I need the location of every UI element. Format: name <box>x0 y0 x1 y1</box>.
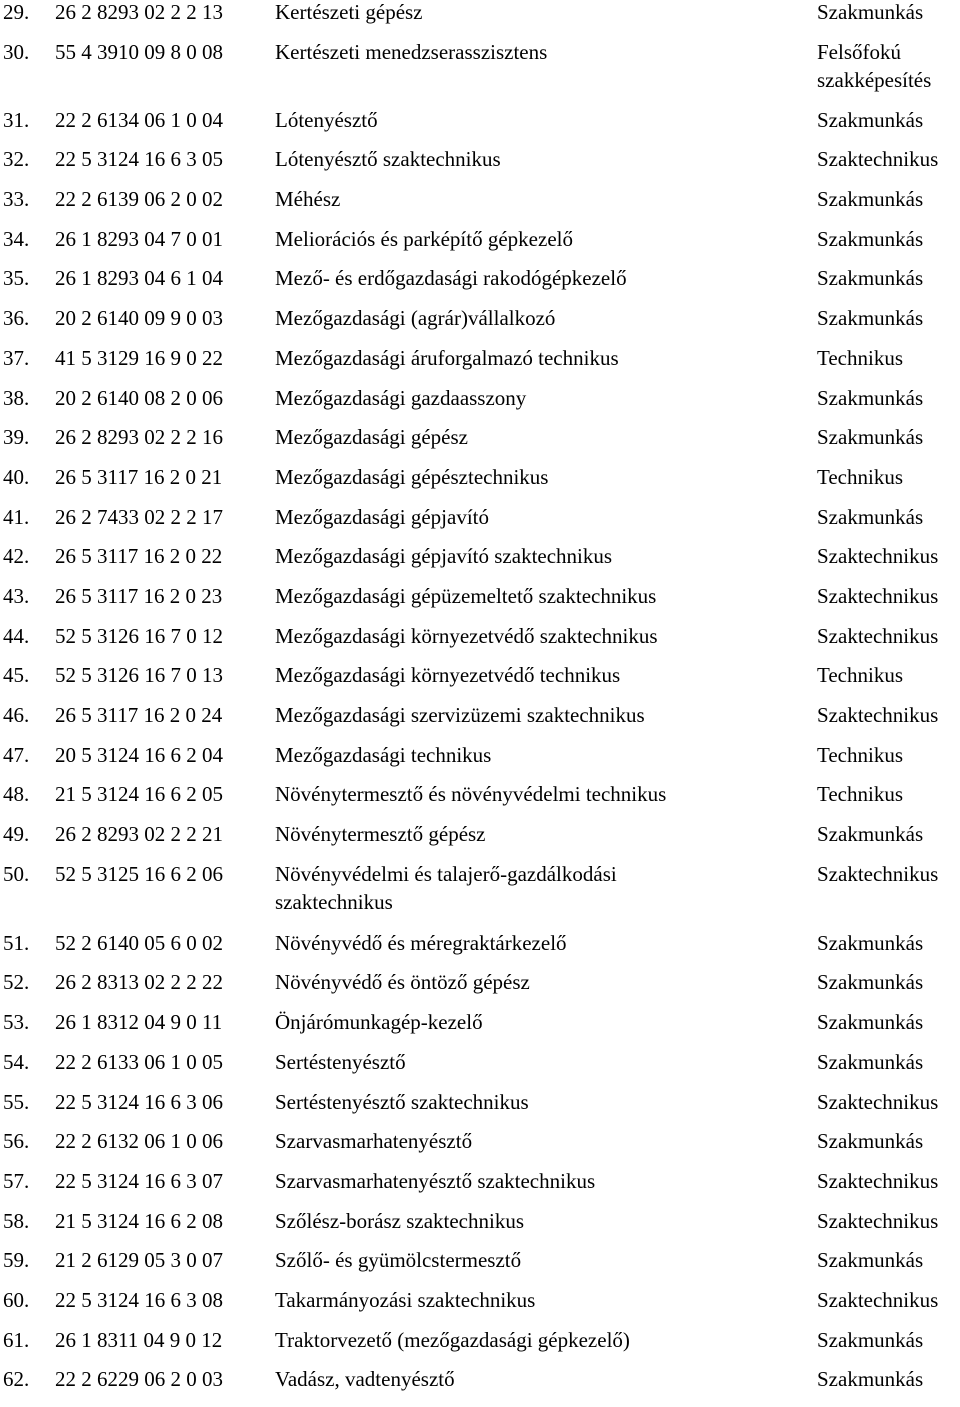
qualification-code: 26 2 8293 02 2 2 16 <box>55 425 223 450</box>
qualification-code: 26 1 8293 04 7 0 01 <box>55 226 223 251</box>
qualification-code: 52 5 3125 16 6 2 06 <box>55 861 223 886</box>
list-item <box>0 306 960 346</box>
qualification-level: Szaktechnikus <box>817 1168 939 1193</box>
qualification-name: Meliorációs és parképítő gépkezelő <box>275 226 573 251</box>
row-number: 37. <box>3 345 30 370</box>
list-item <box>0 584 960 624</box>
qualification-code: 22 5 3124 16 6 3 08 <box>55 1287 223 1312</box>
qualification-level: Szaktechnikus <box>817 147 939 172</box>
row-number: 59. <box>3 1248 30 1273</box>
qualification-code: 26 5 3117 16 2 0 24 <box>55 703 223 727</box>
list-item <box>0 108 960 148</box>
row-number: 33. <box>3 187 30 212</box>
list-item <box>0 970 960 1010</box>
qualification-name: Mezőgazdasági technikus <box>275 742 492 767</box>
qualification-name: Kertészeti menedzserasszisztens <box>275 39 548 64</box>
row-number: 40. <box>3 464 30 489</box>
qualification-level: Felsőfokú szakképesítés <box>817 39 932 92</box>
row-number: 50. <box>3 861 30 886</box>
qualification-code: 22 5 3124 16 6 3 07 <box>55 1168 223 1193</box>
qualification-level: Szakmunkás <box>817 226 924 251</box>
list-item <box>0 862 960 931</box>
qualification-name: Mezőgazdasági gazdaasszony <box>275 385 527 410</box>
list-item <box>0 386 960 426</box>
qualification-code: 26 2 8293 02 2 2 21 <box>55 822 223 847</box>
qualification-level: Szaktechnikus <box>817 703 939 727</box>
qualification-name: Lótenyésztő <box>275 107 378 132</box>
qualification-name: Mezőgazdasági gépésztechnikus <box>275 464 549 489</box>
qualification-level: Szaktechnikus <box>817 1287 939 1312</box>
qualification-code: 26 1 8312 04 9 0 11 <box>55 1010 223 1035</box>
qualification-name: Mező- és erdőgazdasági rakodógépkezelő <box>275 266 627 291</box>
list-item <box>0 465 960 505</box>
qualification-level: Szakmunkás <box>817 266 924 291</box>
row-number: 41. <box>3 504 30 529</box>
qualification-level: Szakmunkás <box>817 187 924 212</box>
row-number: 44. <box>3 623 30 648</box>
qualification-level: Szaktechnikus <box>817 1208 939 1233</box>
qualification-name: Traktorvezető (mezőgazdasági gépkezelő) <box>275 1327 630 1352</box>
qualification-level: Szakmunkás <box>817 1248 924 1273</box>
qualification-code: 26 1 8293 04 6 1 04 <box>55 266 223 291</box>
row-number: 36. <box>3 306 30 331</box>
qualification-name: Mezőgazdasági gépész <box>275 425 468 450</box>
qualification-level: Szakmunkás <box>817 1129 924 1154</box>
row-number: 35. <box>3 266 30 291</box>
qualification-level: Technikus <box>817 464 904 489</box>
qualification-level: Szakmunkás <box>817 1367 924 1392</box>
row-number: 54. <box>3 1049 30 1074</box>
list-item <box>0 1129 960 1169</box>
qualification-code: 22 2 6133 06 1 0 05 <box>55 1049 223 1074</box>
list-item <box>0 147 960 187</box>
qualification-code: 26 5 3117 16 2 0 22 <box>55 544 223 569</box>
list-item <box>0 0 960 40</box>
qualification-code: 26 5 3117 16 2 0 21 <box>55 464 223 489</box>
qualification-level: Szakmunkás <box>817 1049 924 1074</box>
qualification-level: Technikus <box>817 663 904 688</box>
qualification-name: Mezőgazdasági gépjavító szaktechnikus <box>275 544 613 569</box>
qualification-name: Önjárómunkagép-kezelő <box>275 1010 483 1035</box>
list-item <box>0 663 960 703</box>
row-number: 31. <box>3 107 30 132</box>
list-item <box>0 1169 960 1209</box>
qualification-name: Lótenyésztő szaktechnikus <box>275 147 501 172</box>
qualification-code: 22 2 6132 06 1 0 06 <box>55 1129 223 1154</box>
qualification-name: Mezőgazdasági környezetvédő technikus <box>275 663 621 688</box>
qualification-name: Szőlő- és gyümölcstermesztő <box>275 1248 522 1273</box>
qualification-code: 22 2 6134 06 1 0 04 <box>55 107 223 132</box>
qualification-name: Szarvasmarhatenyésztő <box>275 1129 473 1154</box>
qualification-code: 20 2 6140 08 2 0 06 <box>55 385 223 410</box>
qualification-level: Szakmunkás <box>817 504 924 529</box>
list-item <box>0 1050 960 1090</box>
qualification-name: Sertéstenyésztő szaktechnikus <box>275 1089 529 1114</box>
list-item <box>0 782 960 822</box>
qualification-name: Mezőgazdasági szervizüzemi szaktechnikus <box>275 703 645 727</box>
qualification-code: 22 2 6229 06 2 0 03 <box>55 1367 223 1392</box>
qualification-name: Mezőgazdasági gépjavító <box>275 504 489 529</box>
qualification-level: Szakmunkás <box>817 970 924 995</box>
qualification-level: Szakmunkás <box>817 0 924 24</box>
qualification-level: Szaktechnikus <box>817 861 939 886</box>
row-number: 30. <box>3 39 30 64</box>
list-item <box>0 40 960 108</box>
qualification-code: 22 2 6139 06 2 0 02 <box>55 187 223 212</box>
row-number: 57. <box>3 1168 30 1193</box>
row-number: 34. <box>3 226 30 251</box>
list-item <box>0 1248 960 1288</box>
row-number: 58. <box>3 1208 30 1233</box>
list-item <box>0 1288 960 1328</box>
qualification-level: Szaktechnikus <box>817 544 939 569</box>
qualification-code: 20 2 6140 09 9 0 03 <box>55 306 223 331</box>
qualification-level: Technikus <box>817 345 904 370</box>
row-number: 32. <box>3 147 30 172</box>
list-item <box>0 544 960 584</box>
row-number: 42. <box>3 544 30 569</box>
qualification-code: 22 5 3124 16 6 3 06 <box>55 1089 223 1114</box>
qualification-code: 41 5 3129 16 9 0 22 <box>55 345 223 370</box>
row-number: 47. <box>3 742 30 767</box>
list-item <box>0 1209 960 1249</box>
qualification-name: Mezőgazdasági környezetvédő szaktechnikus <box>275 623 658 648</box>
row-number: 29. <box>3 0 30 24</box>
list-item <box>0 822 960 862</box>
qualification-level: Szakmunkás <box>817 306 924 331</box>
qualification-level: Szakmunkás <box>817 822 924 847</box>
row-number: 46. <box>3 703 30 727</box>
list-item <box>0 346 960 386</box>
qualification-level: Szakmunkás <box>817 385 924 410</box>
qualification-code: 52 5 3126 16 7 0 13 <box>55 663 223 688</box>
row-number: 51. <box>3 930 30 955</box>
qualification-name: Mezőgazdasági (agrár)vállalkozó <box>275 306 556 331</box>
row-number: 52. <box>3 970 30 995</box>
qualification-code: 26 5 3117 16 2 0 23 <box>55 583 223 608</box>
qualification-name: Méhész <box>275 187 341 212</box>
row-number: 61. <box>3 1327 30 1352</box>
qualification-level: Szakmunkás <box>817 930 924 955</box>
qualification-name: Növénytermesztő gépész <box>275 822 486 847</box>
qualification-level: Szakmunkás <box>817 107 924 132</box>
row-number: 43. <box>3 583 30 608</box>
qualification-level: Szakmunkás <box>817 1010 924 1035</box>
qualification-name: Növényvédelmi és talajerő-gazdálkodási szaktechnikus <box>275 861 617 914</box>
list-item <box>0 703 960 743</box>
qualification-code: 21 2 6129 05 3 0 07 <box>55 1248 223 1273</box>
qualification-code: 26 2 8313 02 2 2 22 <box>55 970 223 995</box>
list-item <box>0 1367 960 1407</box>
qualification-name: Sertéstenyésztő <box>275 1049 406 1074</box>
qualification-level: Technikus <box>817 742 904 767</box>
list-item <box>0 1090 960 1130</box>
qualification-name: Kertészeti gépész <box>275 0 423 24</box>
list-item <box>0 931 960 971</box>
list-item <box>0 1328 960 1368</box>
row-number: 49. <box>3 822 30 847</box>
qualification-name: Szarvasmarhatenyésztő szaktechnikus <box>275 1168 596 1193</box>
qualification-code: 26 2 7433 02 2 2 17 <box>55 504 223 529</box>
row-number: 60. <box>3 1287 30 1312</box>
qualification-code: 55 4 3910 09 8 0 08 <box>55 39 223 64</box>
qualification-name: Mezőgazdasági áruforgalmazó technikus <box>275 345 619 370</box>
row-number: 45. <box>3 663 30 688</box>
row-number: 56. <box>3 1129 30 1154</box>
qualification-level: Szaktechnikus <box>817 623 939 648</box>
row-number: 55. <box>3 1089 30 1114</box>
qualification-name: Vadász, vadtenyésztő <box>275 1367 455 1392</box>
qualification-code: 20 5 3124 16 6 2 04 <box>55 742 223 767</box>
qualification-name: Mezőgazdasági gépüzemeltető szaktechnikus <box>275 583 657 608</box>
qualification-level: Technikus <box>817 782 904 807</box>
row-number: 62. <box>3 1367 30 1392</box>
qualification-name: Takarmányozási szaktechnikus <box>275 1287 536 1312</box>
row-number: 38. <box>3 385 30 410</box>
qualification-code: 52 5 3126 16 7 0 12 <box>55 623 223 648</box>
list-item <box>0 227 960 267</box>
qualification-code: 22 5 3124 16 6 3 05 <box>55 147 223 172</box>
qualification-name: Növénytermesztő és növényvédelmi technikus <box>275 782 667 807</box>
list-item <box>0 266 960 306</box>
qualification-level: Szakmunkás <box>817 425 924 450</box>
qualification-code: 26 2 8293 02 2 2 13 <box>55 0 223 24</box>
list-item <box>0 187 960 227</box>
list-item <box>0 425 960 465</box>
qualification-code: 21 5 3124 16 6 2 08 <box>55 1208 223 1233</box>
qualification-level: Szaktechnikus <box>817 583 939 608</box>
qualification-code: 52 2 6140 05 6 0 02 <box>55 930 223 955</box>
row-number: 53. <box>3 1010 30 1035</box>
list-item <box>0 743 960 783</box>
list-item <box>0 505 960 545</box>
qualification-name: Növényvédő és méregraktárkezelő <box>275 930 567 955</box>
qualification-code: 26 1 8311 04 9 0 12 <box>55 1327 223 1352</box>
qualification-level: Szaktechnikus <box>817 1089 939 1114</box>
qualification-level: Szakmunkás <box>817 1327 924 1352</box>
qualification-code: 21 5 3124 16 6 2 05 <box>55 782 223 807</box>
row-number: 39. <box>3 425 30 450</box>
row-number: 48. <box>3 782 30 807</box>
qualification-name: Növényvédő és öntöző gépész <box>275 970 530 995</box>
list-item <box>0 1010 960 1050</box>
qualification-name: Szőlész-borász szaktechnikus <box>275 1208 524 1233</box>
list-item <box>0 624 960 664</box>
